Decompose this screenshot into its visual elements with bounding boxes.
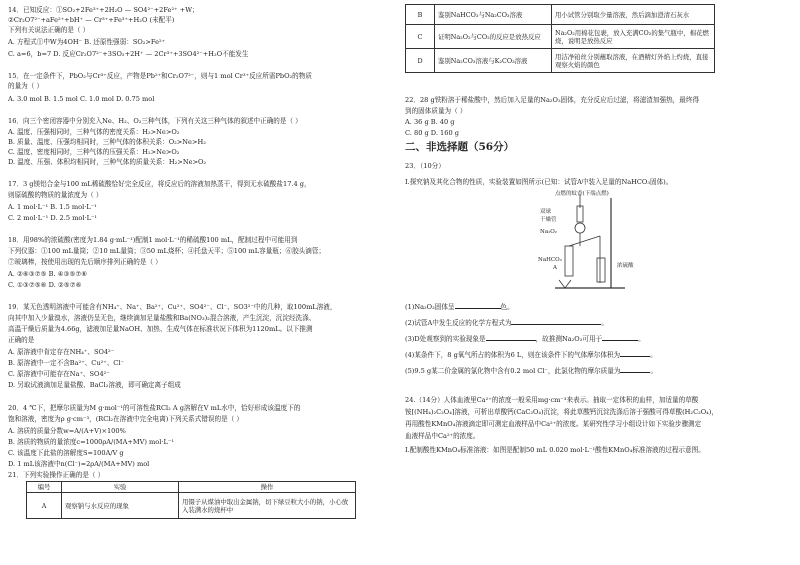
q17-option-cd: C. 2 mol·L⁻¹ D. 2.5 mol·L⁻¹ xyxy=(8,214,98,222)
q22-line2: 到的固体质量为（ ） xyxy=(405,107,467,115)
q23-part1: (1)Na₂O₂固体呈 色。 xyxy=(405,303,514,311)
q18-option-cd: C. ①③⑦⑤⑥ D. ②⑤⑦⑥ xyxy=(8,281,82,289)
q22-line1: 22．28 g铁粉溶于稀盐酸中，然后加入足量的Na₂O₂固体，充分反应后过滤，将滤渣加强热，最终得 xyxy=(405,96,700,104)
answer-blank[interactable] xyxy=(602,334,638,341)
table-header-experiment: 实验 xyxy=(62,482,179,493)
table-cell-c-operation: Na₂O₂用棉花包裹，放入充满CO₂的集气瓶中，棉花燃烧，说明是放热反应 xyxy=(552,25,715,49)
q19-option-d: D. 另取试液滴加足量盐酸、BaCl₂溶液，即可确定离子组成 xyxy=(8,381,181,389)
table-cell-d-no: D xyxy=(406,49,435,73)
q18-line1: 18．用98%的浓硫酸(密度为1.84 g·mL⁻¹)配制1 mol·L⁻¹的稀硫酸100 mL，配制过程中可能用到 xyxy=(8,236,298,244)
q18-line3: ⑦玻璃棒，按使用出现的先后顺序排列正确的是（ ） xyxy=(8,258,162,266)
q19-line4: 正确的是 xyxy=(8,336,35,344)
q14-option-cd: C. a=6，b=7 D. 反应Cr₂O7²⁻+3SO₂+2H⁺ — 2Cr³⁺+3SO4²⁻+H₂O不能发生 xyxy=(8,50,249,58)
q21-table-top xyxy=(26,481,356,519)
q14-line3: 下列有关说法正确的是（ ） xyxy=(8,26,90,34)
table-cell-a-experiment: 观察钠与水反应的现象 xyxy=(62,493,179,519)
q16-option-a: A. 温度、压强相同时，三种气体的密度关系：H₂>Ne>O₂ xyxy=(8,128,180,136)
q23-part4: (4)某条件下，8 g氧气所占的体积为6 L，则在该条件下的气体摩尔体积为 。 xyxy=(405,351,657,359)
q16-option-b: B. 质量、温度、压强均相同时，三种气体的体积关系：O₂>Ne>H₂ xyxy=(8,138,206,146)
answer-blank[interactable] xyxy=(486,334,536,341)
q21-line1: 21．下列实验操作正确的是（ ） xyxy=(8,471,105,479)
q17-option-ab: A. 1 mol·L⁻¹ B. 1.5 mol·L⁻¹ xyxy=(8,203,97,211)
table-header-no: 编号 xyxy=(27,482,62,493)
q17-line2: 则原硫酸的物质的量浓度为（ ） xyxy=(8,191,103,199)
label-tube2: 干燥管 xyxy=(540,217,557,223)
q24-line1: 24.（14分）人体血液里Ca²⁺的浓度一般采用mg·cm⁻³来表示。抽取一定体积的血样，加适量的草酸 xyxy=(405,396,699,404)
q21-table-continued xyxy=(405,4,715,73)
label-tube1: 双球 xyxy=(540,209,552,215)
section-title: 二、非选择题（56分） xyxy=(405,141,515,153)
table-cell-d-experiment: 鉴别Na₂CO₃溶液与K₂CO₃溶液 xyxy=(435,49,552,73)
q20-line2: 饱和溶液，密度为ρ g·cm⁻³，(RCl₂在溶液中完全电离)下列关系式错误的是（ ） xyxy=(8,415,243,423)
table-header-operation: 操作 xyxy=(179,482,356,493)
q16-option-d: D. 温度、压强、体积均相同时，三种气体的质量关系：H₂>Ne>O₂ xyxy=(8,158,207,166)
q24-line3: 再用酸性KMnO₄溶液滴定即可测定血液样品中Ca²⁺的浓度。某研究性学习小组设计如下实验步骤测定 xyxy=(405,420,702,428)
q22-option-cd: C. 80 g D. 160 g xyxy=(405,129,459,137)
q15-line1: 15．在一定条件下，PbO₂与Cr³⁺反应，产物是Pb²⁺和Cr₂O7²⁻，则与1 mol Cr³⁺反应所需PbO₂的物质 xyxy=(8,72,312,80)
q16-option-c: C. 温度、密度相同时，三种气体的压强关系：H₂>Ne>O₂ xyxy=(8,148,180,156)
q19-line2: 向其中加入少量溴水，溶液仍呈无色，继续滴加足量盐酸和Ba(NO₃)₂混合溶液，产生沉淀，沉淀经洗涤、 xyxy=(8,314,316,322)
q23-part3: (3)D处观察到的实验现象是 ，故推测Na₂O₂可用于 。 xyxy=(405,335,645,343)
q15-options: A. 3.0 mol B. 1.5 mol C. 1.0 mol D. 0.75 mol xyxy=(8,95,155,103)
label-cotton: 点燃的蚊香(下端点燃) xyxy=(555,191,609,197)
table-cell-c-experiment: 证明Na₂O₂与CO₂的反应是放热反应 xyxy=(435,25,552,49)
label-nahco3: NaHCO₃ xyxy=(538,257,562,263)
q18-option-ab: A. ②⑥③⑦⑤ B. ④③⑤⑦⑥ xyxy=(8,270,88,278)
answer-blank[interactable] xyxy=(455,302,501,309)
label-water: 浓硫酸 xyxy=(617,263,634,269)
q19-line3: 高温干燥后质量为4.66g，滤液加足量NaOH、加热、生成气体在标准状况下体积为1120mL。以下推测 xyxy=(8,325,313,333)
q19-line1: 19．某无色透明溶液中可能含有NH₄⁺、Na⁺、Ba²⁺、Cu²⁺、SO4²⁻、Cl⁻、SO3²⁻中的几种，取100mL溶液， xyxy=(8,303,337,311)
table-cell-b-no: B xyxy=(406,5,435,25)
answer-blank[interactable] xyxy=(511,318,601,325)
q24-line5: Ⅰ.配制酸性KMnO₄标准溶液：如图是配制50 mL 0.020 mol·L⁻¹酸性KMnO₄标准溶液的过程示意图。 xyxy=(405,446,705,454)
answer-blank[interactable] xyxy=(620,350,650,357)
label-na2o2: Na₂O₂ xyxy=(540,229,558,235)
q20-option-a: A. 溶质的质量分数w=A/(A+V)×100% xyxy=(8,427,126,435)
q19-option-a: A. 原溶液中肯定存在NH₄⁺、SO4²⁻ xyxy=(8,348,115,356)
q22-option-ab: A. 36 g B. 40 g xyxy=(405,118,455,126)
q23-part2: (2)试管A中发生反应的化学方程式为 。 xyxy=(405,319,609,327)
q19-option-c: C. 原溶液中可能存在Na⁺、SO4²⁻ xyxy=(8,370,110,378)
q20-line1: 20．4 ℃下，把摩尔质量为M g·mol⁻¹的可溶性盐RCl₂ A g溶解在V mL水中，恰好形成该温度下的 xyxy=(8,404,301,412)
q20-option-c: C. 该温度下此盐的溶解度S=100A/V g xyxy=(8,449,124,457)
table-cell-d-operation: 用洁净铂丝分别蘸取溶液，在酒精灯外焰上灼烧，直接观察火焰的颜色 xyxy=(552,49,715,73)
table-cell-b-operation: 用小试管分别取少量溶液，然后滴加澄清石灰水 xyxy=(552,5,715,25)
q17-line1: 17．3 g镁铝合金与100 mL稀硫酸恰好完全反应，将反应后的溶液加热蒸干，得到无水硫酸盐17.4 g， xyxy=(8,180,311,188)
q23-score: 23．（10分） xyxy=(405,162,445,170)
label-a: A xyxy=(553,265,557,271)
q18-line2: 下列仪器：①100 mL量筒；②10 mL量筒；③50 mL烧杯；④托盘天平；⑤100 mL容量瓶；⑥胶头滴管； xyxy=(8,247,326,255)
q24-line4: 血液样品中Ca²⁺的浓度。 xyxy=(405,432,480,440)
apparatus-diagram xyxy=(525,188,665,300)
q16-line1: 16．向三个密闭容器中分别充入Ne、H₂、O₂三种气体，下列有关这三种气体的叙述中正确的是（ ） xyxy=(8,117,302,125)
q24-line2: 铵[(NH₄)₂C₂O₄]溶液，可析出草酸钙(CaC₂O₄)沉淀，将此草酸钙沉淀洗涤后溶于强酸可得草酸(H₂C₂O₄)， xyxy=(405,408,718,416)
q23-intro: Ⅰ.探究钠及其化合物的性质，实验装置如图所示(已知：试管A中装入足量的NaHCO₃固体)。 xyxy=(405,178,673,186)
q14-line1: 14．已知反应：①SO₂+2Fe³⁺+2H₂O — SO4²⁻+2Fe²⁺ +W； xyxy=(8,6,199,14)
table-cell-b-experiment: 鉴别NaHCO₃与Na₂CO₃溶液 xyxy=(435,5,552,25)
q23-part5: (5)9.5 g某二价金属的氯化物中含有0.2 mol Cl⁻，此氯化物的摩尔质量为 。 xyxy=(405,367,658,375)
q20-option-d: D. 1 mL该溶液中n(Cl⁻)=2ρA/(MA+MV) mol xyxy=(8,460,150,468)
q14-option-ab: A. 方程式①中W为4OH⁻ B. 还原性强弱：SO₂>Fe²⁺ xyxy=(8,38,166,46)
table-cell-a-no: A xyxy=(27,493,62,519)
q20-option-b: B. 溶质的物质的量浓度c=1000ρA/(MA+MV) mol·L⁻¹ xyxy=(8,438,174,446)
q15-line2: 的量为（ ） xyxy=(8,82,44,90)
table-cell-a-operation: 用镊子从煤油中取出金属钠，切下绿豆粒大小的钠，小心放入装满水的烧杯中 xyxy=(179,493,356,519)
table-cell-c-no: C xyxy=(406,25,435,49)
q19-option-b: B. 原溶液中一定不含Ba²⁺、Cu²⁺、Cl⁻ xyxy=(8,359,124,367)
q14-line2: ②Cr₂O7²⁻+aFe²⁺+bH⁺ — Cr³⁺+Fe³⁺+H₂O (未配平) xyxy=(8,16,175,24)
answer-blank[interactable] xyxy=(620,366,650,373)
